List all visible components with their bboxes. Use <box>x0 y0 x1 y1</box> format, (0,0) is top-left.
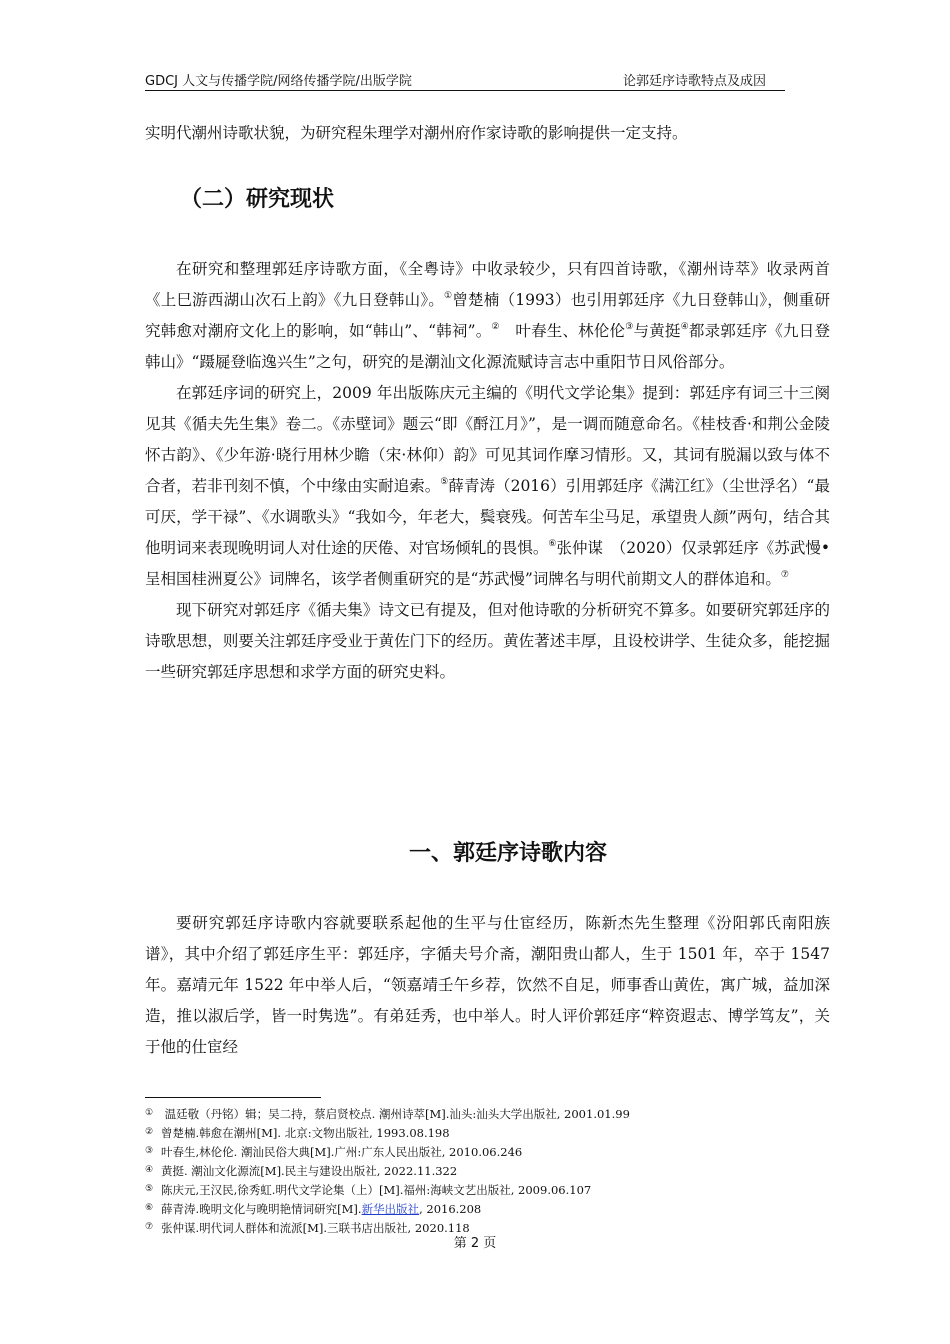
section-body <box>145 254 830 688</box>
footnote-ref-4[interactable]: ④ <box>680 322 689 332</box>
intro-line: 实明代潮州诗歌状貌，为研究程朱理学对潮州府作家诗歌的影响提供一定支持。 <box>145 124 688 142</box>
footnote-ref-7[interactable]: ⑦ <box>780 570 789 580</box>
footnote-ref-1[interactable]: ① <box>444 291 453 301</box>
footnote-ref-5[interactable]: ⑤ <box>440 477 449 487</box>
paragraph-3: 现下研究对郭廷序《循夫集》诗文已有提及，但对他诗歌的分析研究不算多。如要研究郭廷序的诗歌思想，则要关注郭廷序受业于黄佐门下的经历。黄佐著述丰厚，且设校讲学、生徒众多，能挖掘一些研究郭廷序思想和求学方面的研究史料。 <box>145 601 830 681</box>
chapter-body <box>145 908 830 1063</box>
chapter-heading: 一、郭廷序诗歌内容 <box>408 841 607 866</box>
footnote-ref-3[interactable]: ③ <box>625 322 634 332</box>
footnote-item: ① 温廷敬（丹铭）辑；吴二持，蔡启贤校点. 潮州诗萃[M].汕头:汕头大学出版社, 2001.01.99 <box>145 1107 630 1121</box>
running-header <box>145 68 785 91</box>
header-institution: GDCJ 人文与传播学院/网络传播学院/出版学院 <box>145 74 412 89</box>
publisher-link[interactable]: 新华出版社 <box>361 1202 420 1216</box>
paragraph-1: 在研究和整理郭廷序诗歌方面，《全粤诗》中收录较少，只有四首诗歌，《潮州诗萃》收录两首《上巳游西湖山次石上韵》《九日登韩山》。①曾楚楠（1993）也引用郭廷序《九日登韩山》，侧重研究韩愈对潮府文化上的影响，如“韩山”、“韩祠”。② 叶春生、林伦伦③与黄挺④都录郭廷序《九日登韩山》“蹑屣登临逸兴生”之句，研究的是潮汕文化源流赋诗言志中重阳节日风俗部分。 <box>145 260 830 371</box>
chapter-paragraph-1: 要研究郭廷序诗歌内容就要联系起他的生平与仕宦经历，陈新杰先生整理《汾阳郭氏南阳族谱》，其中介绍了郭廷序生平：郭廷序，字循夫号介斋，潮阳贵山都人，生于 1501 年，卒于 1547 年。嘉靖元年 1522 年中举人后，“领嘉靖壬午乡荐，饮然不自足，师事香山黄佐，寓广城，益加深造，推以淑后学，皆一时隽选”。有弟廷秀，也中举人。时人评价郭廷序“粹资遐志、博学笃友”，关于他的仕宦经 <box>145 914 830 1056</box>
footnote-item: ② 曾楚楠.韩愈在潮州[M]. 北京:文物出版社, 1993.08.198 <box>145 1126 450 1140</box>
section-heading: （二）研究现状 <box>180 187 335 212</box>
footnote-item: ⑦ 张仲谋.明代词人群体和流派[M].三联书店出版社, 2020.118 <box>145 1221 470 1235</box>
footnote-divider <box>145 1097 321 1098</box>
footnote-item: ⑥ 薛青涛.晚明文化与晚明艳情词研究[M].新华出版社, 2016.208 <box>145 1202 482 1216</box>
paragraph-2: 在郭廷序词的研究上，2009 年出版陈庆元主编的《明代文学论集》提到：郭廷序有词三十三阕见其《循夫先生集》卷二。《赤壁词》题云“即《酹江月》”，是一调而随意命名。《桂枝香·和荆公金陵怀古韵》、《少年游·晓行用林少瞻（宋·林仰）韵》可见其词作摩习情形。又，其词有脱漏以致与体不合者，若非刊刻不慎，个中缘由实耐追索。⑤薛青涛（2016）引用郭廷序《满江红》（尘世浮名）“最可厌，学干禄”、《水调歌头》“我如今，年老大，鬓衰残。何苦车尘马足，承望贵人颜”两句，结合其他明词来表现晚明词人对仕途的厌倦、对官场倾轧的畏惧。⑥张仲谋 （2020）仅录郭廷序《苏武慢•呈相国桂洲夏公》词牌名，该学者侧重研究的是“苏武慢”词牌名与明代前期文人的群体追和。⑦ <box>145 384 830 588</box>
page-number: 第 2 页 <box>453 1236 497 1251</box>
footnotes <box>145 1104 830 1237</box>
footnote-item: ④ 黄挺. 潮汕文化源流[M].民主与建设出版社, 2022.11.322 <box>145 1164 458 1178</box>
footnote-ref-6[interactable]: ⑥ <box>548 539 557 549</box>
footnote-item: ⑤ 陈庆元,王汉民,徐秀虹.明代文学论集（上）[M].福州:海峡文艺出版社, 2009.06.107 <box>145 1183 592 1197</box>
footnote-item: ③ 叶春生,林伦伦. 潮汕民俗大典[M].广州:广东人民出版社, 2010.06.246 <box>145 1145 523 1159</box>
footnote-ref-2[interactable]: ② <box>491 322 500 332</box>
header-title: 论郭廷序诗歌特点及成因 <box>623 74 767 89</box>
